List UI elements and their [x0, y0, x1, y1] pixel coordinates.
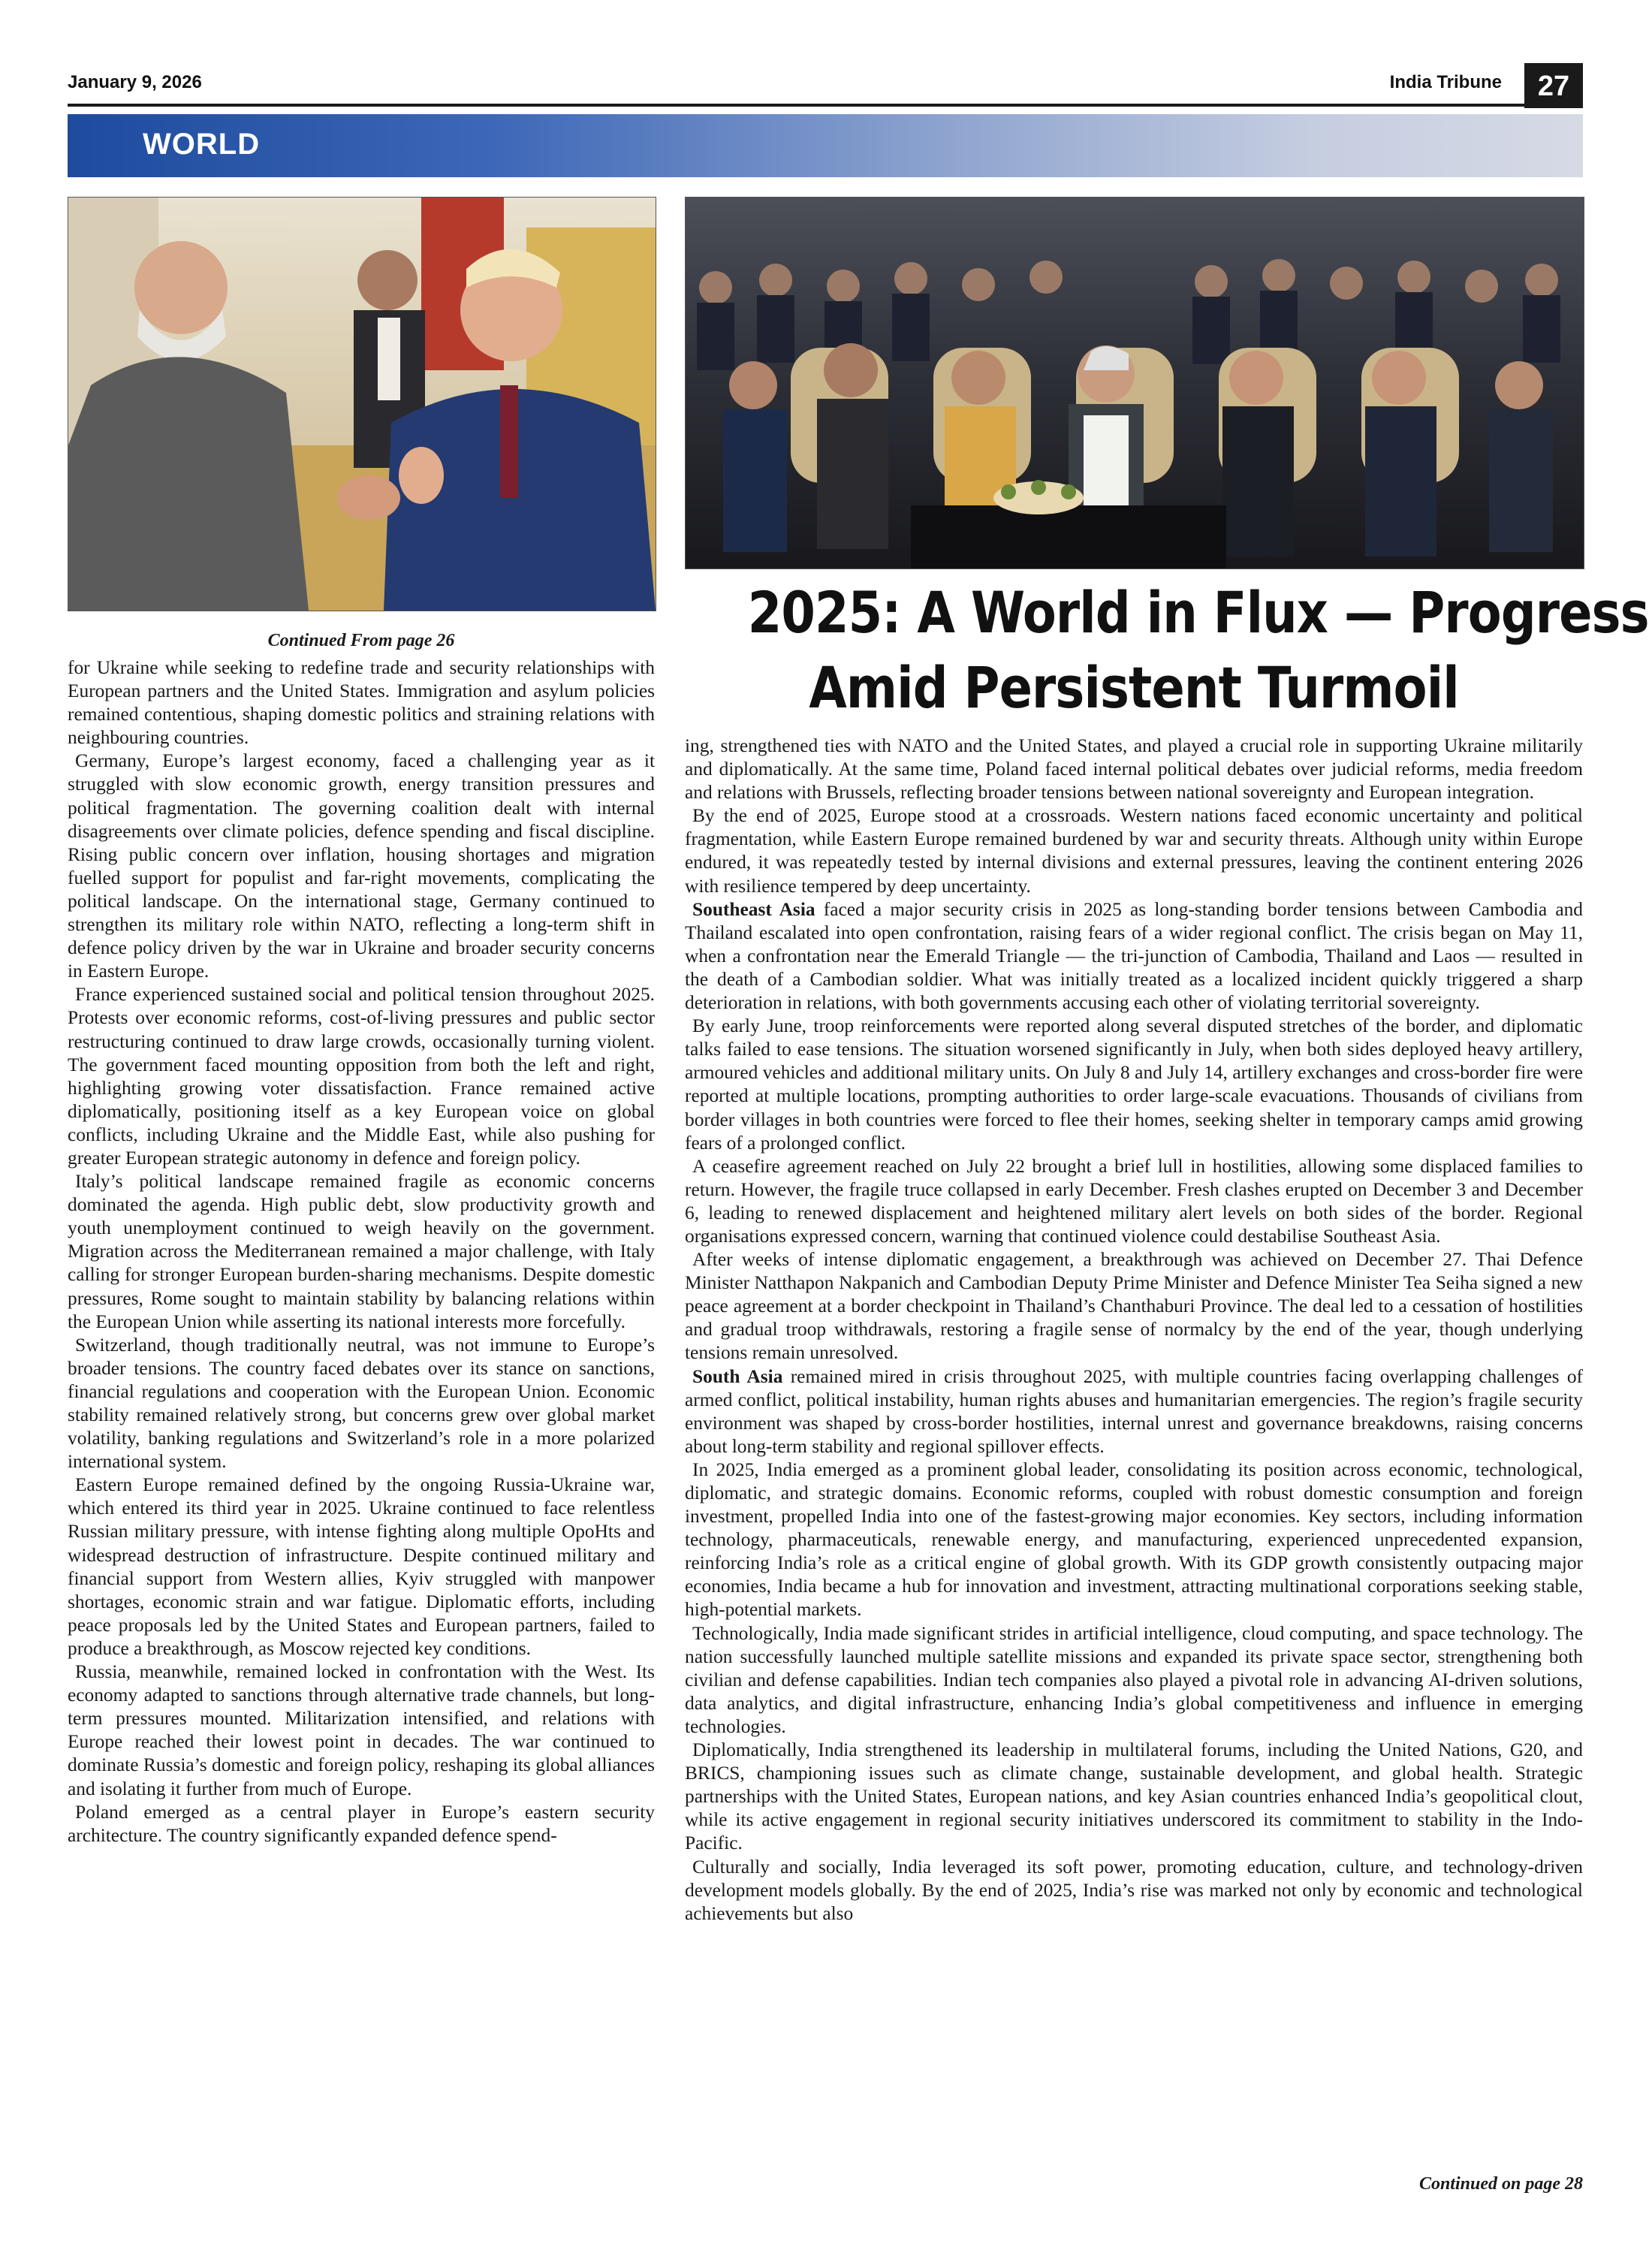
headline-line-1: 2025: A World in Flux — Progress — [747, 579, 1649, 646]
issue-date: January 9, 2026 — [68, 72, 202, 92]
headline — [747, 575, 1649, 725]
paragraph: Italy’s political landscape remained fragile as economic concerns dominated the agenda. High public debt, slow productivity growth and youth unemployment continued to weigh heavily on the government. Migration across the Mediterranean remained a major challenge, with Italy calling for stronger European burden-sharing mechanisms. Despite domestic pressures, Rome sought to maintain stability by balancing relations within the European Union while asserting its national interests more forcefully. — [68, 1171, 655, 1332]
paragraph — [685, 1739, 1583, 1855]
paragraph — [685, 734, 1583, 804]
paragraph-text: After weeks of intense diplomatic engagement, a breakthrough was achieved on December 27. Thai Defence Minister Natthapon Nakpanich and Cambodian Deputy Prime Minister and Defence Minister Tea Seiha signed a new peace agreement at a border checkpoint in Thailand’s Chanthaburi Province. The deal led to a cessation of hostilities and gradual troop withdrawals, restoring a fragile sense of normalcy by the end of the year, though underlying tensions remain unresolved. — [685, 1249, 1583, 1364]
paragraph — [685, 804, 1583, 897]
paragraph — [685, 1458, 1583, 1622]
section-title: WORLD — [143, 128, 261, 161]
photo-leaders-handshake — [68, 197, 656, 611]
paragraph-text: A ceasefire agreement reached on July 22 brought a brief lull in hostilities, allowing some displaced families to return. However, the fragile truce collapsed in early December. Fresh clashes erupted on December 3 and December 6, leading to renewed displacement and heightened military alert levels on both sides of the border. Regional organisations expressed concern, warning that continued violence could destabilise Southeast Asia. — [685, 1155, 1583, 1247]
paragraph-text: Diplomatically, India strengthened its leadership in multilateral forums, including the United Nations, G20, and BRICS, championing issues such as climate change, sustainable development, and global health. Strategic partnerships with the United States, European nations, and key Asian countries enhanced India’s geopolitical clout, while its active engagement in regional security initiatives underscored its commitment to stability in the Indo-Pacific. — [685, 1739, 1583, 1854]
paragraph: Switzerland, though traditionally neutral, was not immune to Europe’s broader tensions. The country faced debates over its stance on sanctions, financial regulations and cooperation with the European Union. Economic stability remained relatively strong, but concerns grew over global market volatility, banking regulations and Switzerland’s role in a more polarized international system. — [68, 1334, 655, 1473]
continued-on-note: Continued on page 28 — [1418, 2174, 1583, 2194]
region-lead-in: South Asia — [692, 1365, 783, 1387]
paragraph-text: ing, strengthened ties with NATO and the United States, and played a crucial role in supporting Ukraine militarily and diplomatically. At the same time, Poland faced internal political debates over judicial reforms, media freedom and relations with Brussels, reflecting broader tensions between national sovereignty and European integration. — [685, 735, 1583, 804]
headline-line-2: Amid Persistent Turmoil — [809, 654, 1459, 721]
photo-audience-applauding-image — [686, 198, 1584, 569]
paragraph-text: remained mired in crisis throughout 2025, with multiple countries facing overlapping challenges of armed conflict, political instability, human rights abuses and humanitarian emergencies. The region’s fragile security environment was shaped by cross-border hostilities, internal unrest and governance breakdowns, raising concerns about long-term stability and regional spillover effects. — [685, 1365, 1583, 1457]
paragraph: Russia, meanwhile, remained locked in confrontation with the West. Its economy adapted to sanctions through alternative trade channels, but long-term pressures mounted. Militarization intensified, and relations with Europe reached their lowest point in decades. The war continued to dominate Russia’s domestic and foreign policy, reshaping its global alliances and isolating it further from much of Europe. — [68, 1661, 655, 1799]
paragraph — [685, 898, 1583, 1015]
paragraph — [685, 1248, 1583, 1365]
paragraph — [685, 1015, 1583, 1155]
header-rule — [68, 104, 1524, 107]
paragraph — [685, 1622, 1583, 1739]
paragraph: France experienced sustained social and political tension throughout 2025. Protests over economic reforms, cost-of-living pressures and public sector restructuring continued to draw large crowds, occasionally turning violent. The government faced mounting opposition from both the left and right, highlighting growing voter dissatisfaction. France remained active diplomatically, positioning itself as a key European voice on global conflicts, including Ukraine and the Middle East, while also pushing for greater European strategic autonomy in defence and foreign policy. — [68, 984, 655, 1169]
article-column-right — [685, 734, 1583, 1926]
region-lead-in: Southeast Asia — [692, 898, 815, 920]
paragraph — [685, 1155, 1583, 1248]
paragraph — [685, 1856, 1583, 1926]
publication-name: India Tribune — [1389, 72, 1502, 92]
section-banner — [68, 114, 1583, 177]
paragraph-text: By early June, troop reinforcements were reported along several disputed stretches of the border, and diplomatic talks failed to ease tensions. The situation worsened significantly in July, when both sides deployed heavy artillery, armoured vehicles and additional military units. On July 8 and July 14, artillery exchanges and cross-border fire were reported at multiple locations, prompting authorities to order large-scale evacuations. Thousands of civilians from border villages in both countries were forced to flee their homes, seeking shelter in temporary camps amid growing fears of a prolonged conflict. — [685, 1015, 1583, 1154]
article-column-left — [68, 656, 655, 1847]
paragraph-text: By the end of 2025, Europe stood at a crossroads. Western nations faced economic uncertainty and political fragmentation, while Eastern Europe remained burdened by war and security threats. Although unity within Europe endured, it was repeatedly tested by internal divisions and external pressures, leaving the continent entering 2026 with resilience tempered by deep uncertainty. — [685, 805, 1583, 897]
paragraph-text: faced a major security crisis in 2025 as long-standing border tensions between Cambodia and Thailand escalated into open confrontation, raising fears of a wider regional conflict. The crisis began on May 11, when a confrontation near the Emerald Triangle — the tri-junction of Cambodia, Thailand and Laos — resulted in the death of a Cambodian soldier. What was initially treated as a localized incident quickly triggered a sharp deterioration in relations, with both governments accusing each other of violating territorial sovereignty. — [685, 898, 1584, 1014]
paragraph: Eastern Europe remained defined by the ongoing Russia-Ukraine war, which entered its third year in 2025. Ukraine continued to face relentless Russian military pressure, with intense fighting along multiple OpoHts and widespread destruction of infrastructure. Despite continued military and financial support from Western allies, Kyiv struggled with manpower shortages, economic strain and war fatigue. Diplomatic efforts, including peace proposals led by the United States and European partners, failed to produce a breakthrough, as Moscow rejected key conditions. — [68, 1474, 655, 1659]
paragraph: for Ukraine while seeking to redefine trade and security relationships with European partners and the United States. Immigration and asylum policies remained contentious, shaping domestic politics and straining relations with neighbouring countries. — [68, 657, 655, 749]
photo-audience-applauding — [685, 197, 1584, 569]
paragraph-text: In 2025, India emerged as a prominent global leader, consolidating its position across economic, technological, diplomatic, and strategic domains. Economic reforms, coupled with robust domestic consumption and foreign investment, propelled India into one of the fastest-growing major economies. Key sectors, including information technology, pharmaceuticals, renewable energy, and manufacturing, experienced unprecedented expansion, reinforcing India’s role as a critical engine of global growth. With its GDP growth consistently outpacing major economies, India became a hub for innovation and investment, attracting multinational corporations seeking stable, high-potential markets. — [685, 1458, 1583, 1621]
photo-leaders-handshake-image — [68, 198, 656, 611]
paragraph — [685, 1365, 1583, 1458]
paragraph: Poland emerged as a central player in Europe’s eastern security architecture. The country significantly expanded defence spend- — [68, 1801, 655, 1846]
continued-from-note: Continued From page 26 — [267, 631, 455, 650]
page-number: 27 — [1524, 63, 1583, 108]
paragraph: Germany, Europe’s largest economy, faced a challenging year as it struggled with slow economic growth, energy transition pressures and political fragmentation. The governing coalition dealt with internal disagreements over climate policies, defence spending and fiscal discipline. Rising public concern over inflation, housing shortages and migration fuelled support for populist and far-right movements, complicating the political landscape. On the international stage, Germany continued to strengthen its military role within NATO, reflecting a long-term shift in defence policy driven by the war in Ukraine and broader security concerns in Eastern Europe. — [68, 750, 655, 982]
paragraph-text: Culturally and socially, India leveraged its soft power, promoting education, culture, and technology-driven development models globally. By the end of 2025, India’s rise was marked not only by economic and technological achievements but also — [685, 1856, 1583, 1924]
paragraph-text: Technologically, India made significant strides in artificial intelligence, cloud computing, and space technology. The nation successfully launched multiple satellite missions and expanded its private space sector, strengthening both civilian and defense capabilities. Indian tech companies also played a pivotal role in advancing AI-driven solutions, data analytics, and digital infrastructure, enhancing India’s global competitiveness and influence in emerging technologies. — [685, 1622, 1583, 1737]
